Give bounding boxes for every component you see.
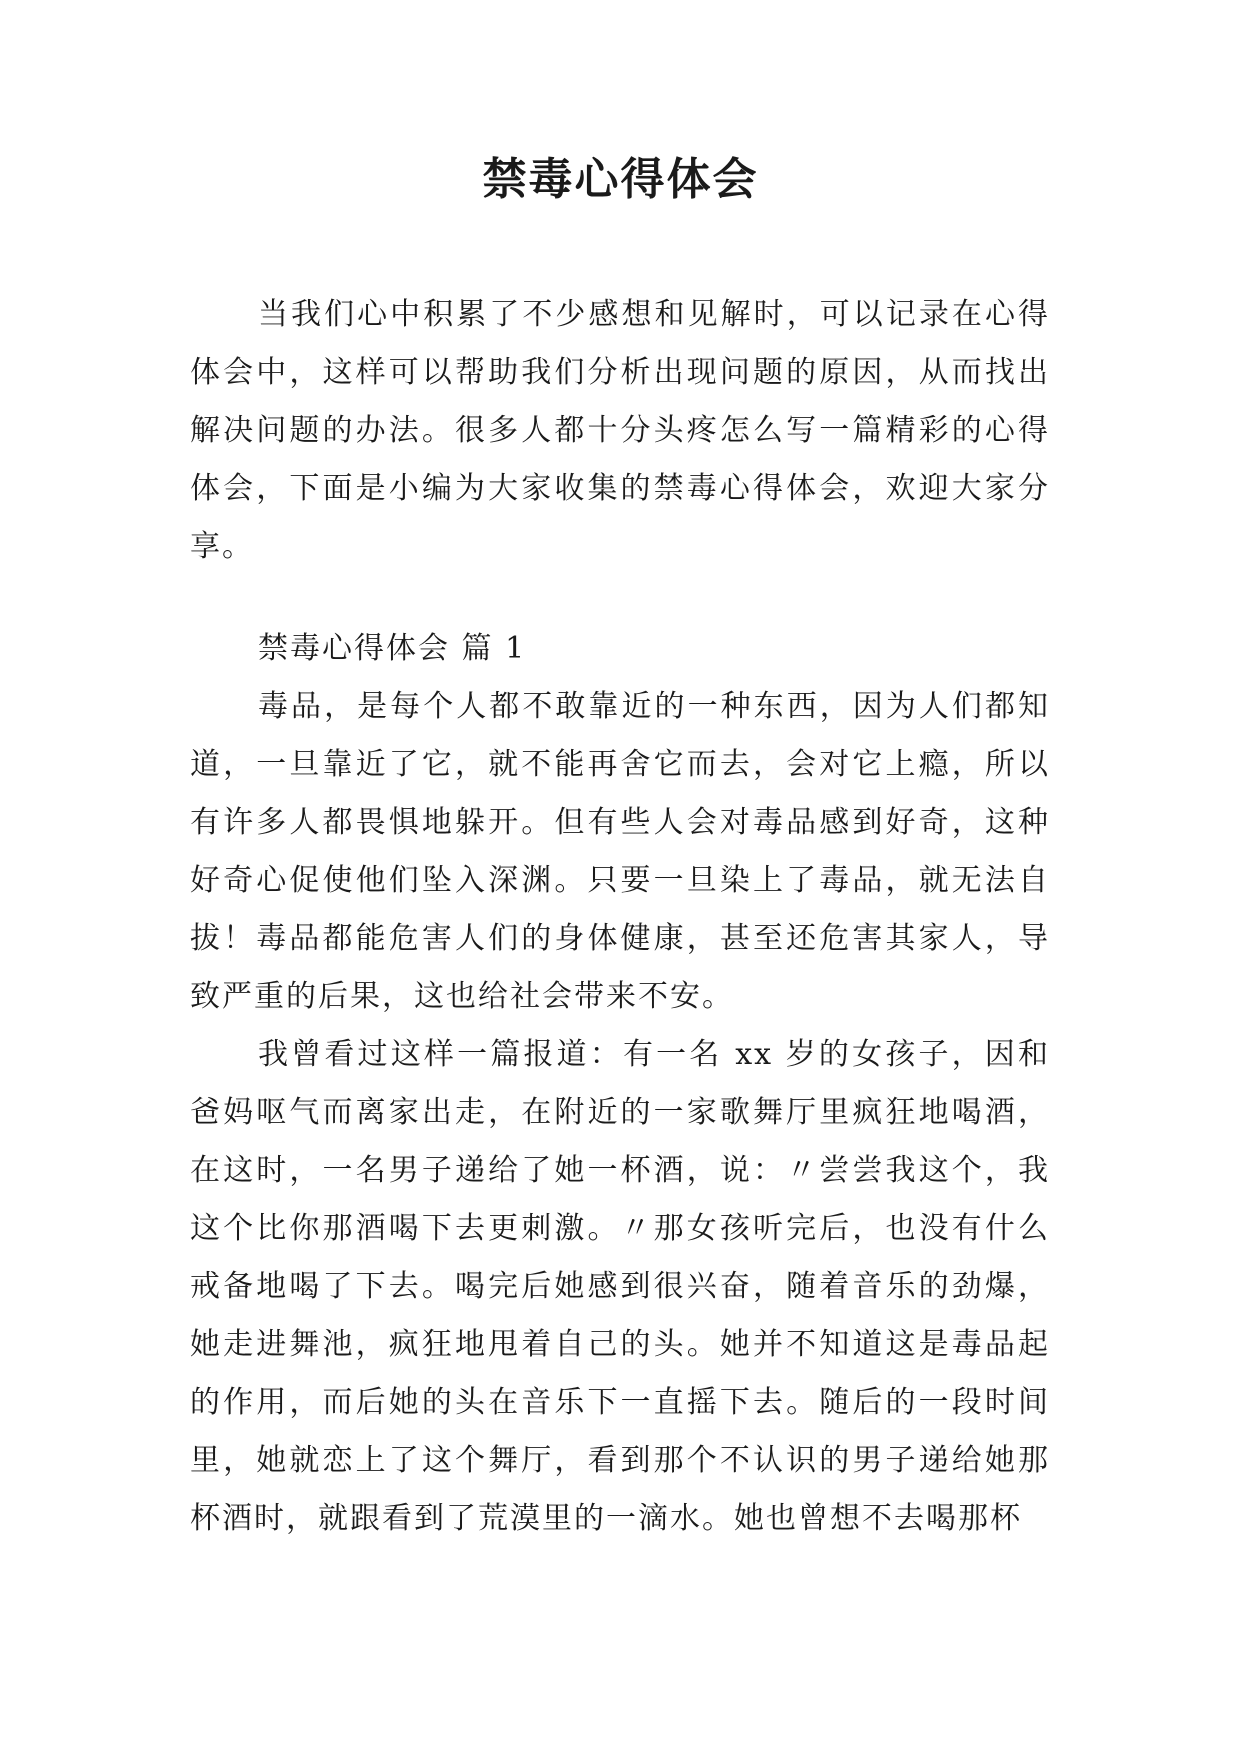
document-title: 禁毒心得体会	[482, 154, 759, 205]
section-heading: 禁毒心得体会 篇 1	[258, 631, 527, 666]
section-paragraph-2: 我曾看过这样一篇报道：有一名 xx 岁的女孩子，因和爸妈呕气而离家出走，在附近的一家歌舞厅里疯狂地喝酒，在这时，一名男子递给了她一杯酒，说：〃尝尝我这个，我这个比你那酒喝下去更刺激。〃那女孩听完后，也没有什么戒备地喝了下去。喝完后她感到很兴奋，随着音乐的劲爆，她走进舞池，疯狂地甩着自己的头。她并不知道这是毒品起的作用，而后她的头在音乐下一直摇下去。随后的一段时间里，她就恋上了这个舞厅，看到那个不认识的男子递给她那杯酒时，就跟看到了荒漠里的一滴水。她也曾想不去喝那杯	[190, 1037, 1050, 1536]
intro-paragraph: 当我们心中积累了不少感想和见解时，可以记录在心得体会中，这样可以帮助我们分析出现问题的原因，从而找出解决问题的办法。很多人都十分头疼怎么写一篇精彩的心得体会，下面是小编为大家收集的禁毒心得体会，欢迎大家分享。	[190, 297, 1050, 564]
section-paragraph-1: 毒品，是每个人都不敢靠近的一种东西，因为人们都知道，一旦靠近了它，就不能再舍它而去，会对它上瘾，所以有许多人都畏惧地躲开。但有些人会对毒品感到好奇，这种好奇心促使他们坠入深渊。只要一旦染上了毒品，就无法自拔！毒品都能危害人们的身体健康，甚至还危害其家人，导致严重的后果，这也给社会带来不安。	[190, 689, 1050, 1014]
section-1	[190, 620, 1050, 1548]
